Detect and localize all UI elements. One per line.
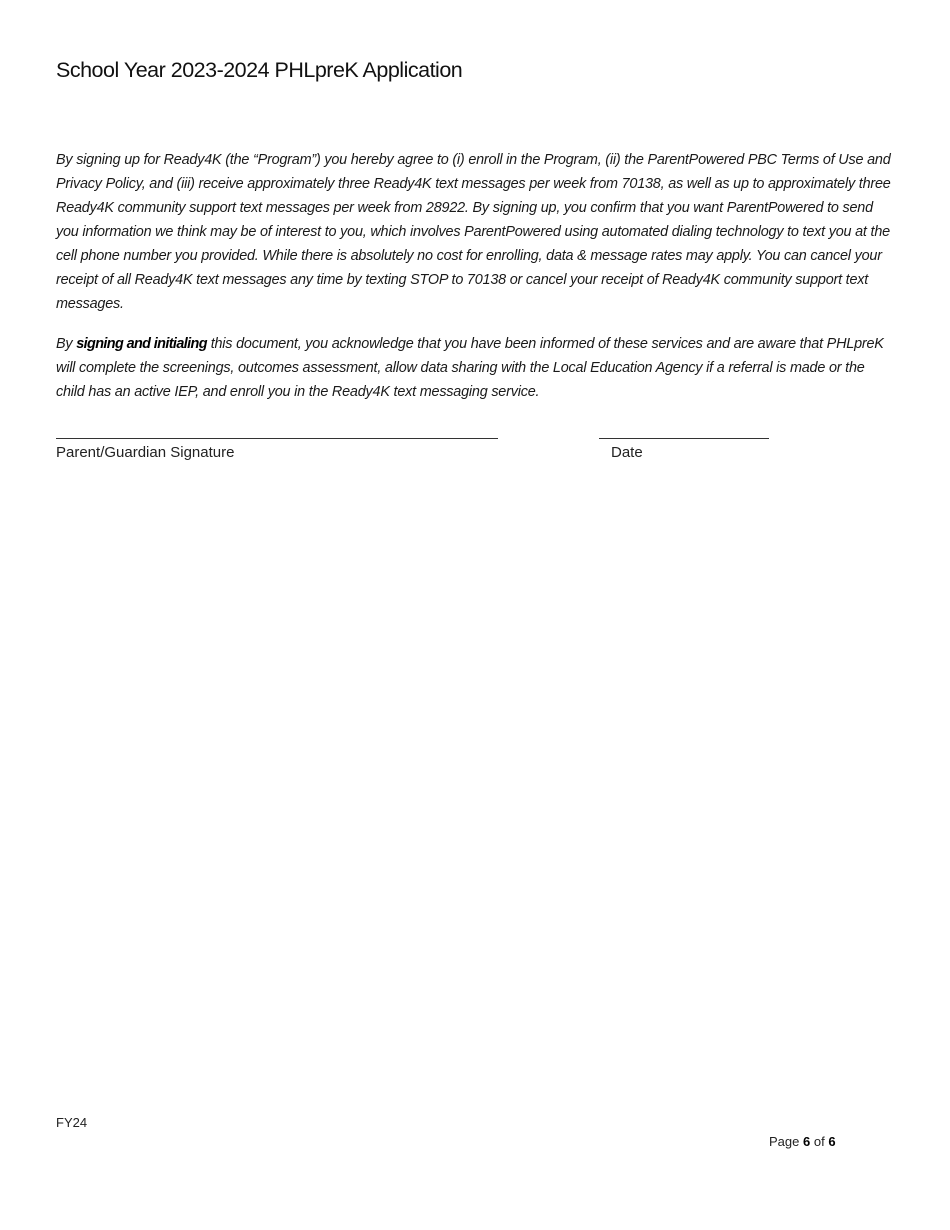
footer-code: FY24	[56, 1115, 88, 1130]
date-line[interactable]	[599, 438, 769, 439]
acknowledgement-rest: this document, you acknowledge that you have been informed of these services and are aware that PHLpreK will complete the screenings, outcomes assessment, allow data sharing with the Local Education Agency if a referral is made or the child has an active IEP, and enroll you in the Ready4K text messaging service.	[56, 336, 884, 400]
page-number	[769, 1134, 836, 1149]
date-label: Date	[611, 444, 643, 461]
acknowledgement-emphasis: signing and initialing	[76, 336, 207, 352]
page-current: 6	[803, 1134, 811, 1149]
signature-label: Parent/Guardian Signature	[56, 444, 235, 461]
page-total: 6	[828, 1134, 836, 1149]
signature-line[interactable]	[56, 438, 498, 439]
consent-paragraph: By signing up for Ready4K (the “Program”) you hereby agree to (i) enroll in the Program, (ii) the ParentPowered PBC Terms of Use and Privacy Policy, and (iii) receive approximately three Ready4K text messages per week from 70138, as well as up to approximately three Ready4K community support text messages per week from 28922. By signing up, you confirm that you want ParentPowered to send you information we think may be of interest to you, which involves ParentPowered using automated dialing technology to text you at the cell phone number you provided. While there is absolutely no cost for enrolling, data & message rates may apply. You can cancel your receipt of all Ready4K text messages any time by texting STOP to 70138 or cancel your receipt of Ready4K community support text messages.	[56, 152, 891, 312]
page-word: Page	[769, 1134, 800, 1149]
acknowledgement-lead: By	[56, 336, 77, 352]
acknowledgement-paragraph	[56, 332, 896, 404]
page-title: School Year 2023-2024 PHLpreK Application	[56, 58, 463, 82]
page-of: of	[813, 1134, 825, 1149]
